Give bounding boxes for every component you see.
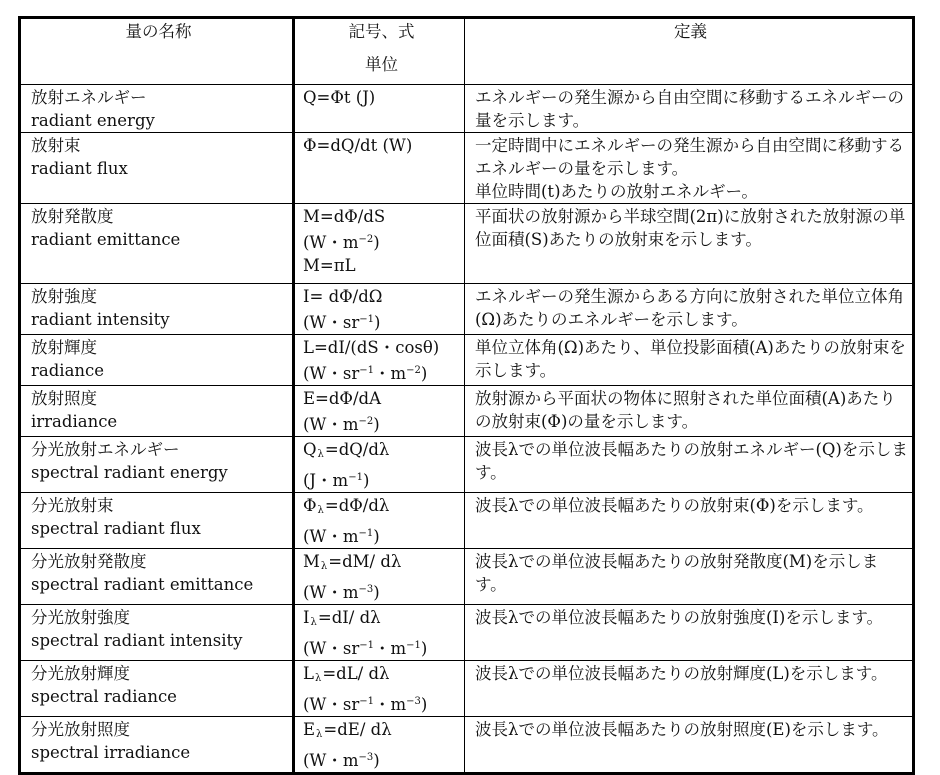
quantity-name-en: spectral radiance xyxy=(31,687,177,706)
quantity-name-en: radiant intensity xyxy=(31,310,170,329)
symbol-unit: (W・$sr^{-1}$・$m^{-2}$) xyxy=(303,364,428,383)
quantity-name-ja: 分光放射強度 xyxy=(31,608,130,627)
definition-cell: 波長λでの単位波長幅あたりの放射照度(E)を示します。 xyxy=(465,717,914,774)
table-row xyxy=(20,605,914,661)
quantity-name-en: radiant emittance xyxy=(31,230,181,249)
quantity-name-ja: 放射発散度 xyxy=(31,207,114,226)
symbol-cell xyxy=(294,437,465,493)
symbol-unit: (W・$m^{-2}$) xyxy=(303,415,380,434)
table-row xyxy=(20,717,914,774)
quantity-name-en: spectral radiant energy xyxy=(31,463,228,482)
symbol-cell xyxy=(294,133,465,204)
symbol-cell xyxy=(294,335,465,386)
quantity-name-cell xyxy=(20,605,294,661)
quantity-name-ja: 分光放射束 xyxy=(31,496,114,515)
symbol-cell xyxy=(294,549,465,605)
quantity-name-ja: 分光放射照度 xyxy=(31,720,130,739)
definition-cell: エネルギーの発生源から自由空間に移動するエネルギーの量を示します。 xyxy=(465,85,914,133)
symbol-formula: $I_\lambda=dI/$ dλ xyxy=(303,608,381,628)
quantity-name-ja: 放射エネルギー xyxy=(31,88,147,107)
definition-cell: 波長λでの単位波長幅あたりの放射束(Φ)を示します。 xyxy=(465,493,914,549)
symbol-unit: (W・$sr^{-1}$・$m^{-1}$) xyxy=(303,639,428,658)
definition-cell: 平面状の放射源から半球空間(2π)に放射された放射源の単位面積(S)あたりの放射束を示します。 xyxy=(465,204,914,284)
table-row xyxy=(20,133,914,204)
quantity-name-cell xyxy=(20,204,294,284)
radiometric-quantities-table xyxy=(18,16,915,775)
header-symbol-formula: 記号、式 xyxy=(348,22,415,41)
quantity-name-ja: 放射輝度 xyxy=(31,338,97,357)
quantity-name-en: spectral irradiance xyxy=(31,743,191,762)
definition-cell: 波長λでの単位波長幅あたりの放射強度(I)を示します。 xyxy=(465,605,914,661)
quantity-name-en: irradiance xyxy=(31,412,118,431)
quantity-name-en: radiant energy xyxy=(31,111,155,130)
symbol-cell xyxy=(294,661,465,717)
quantity-name-ja: 分光放射エネルギー xyxy=(31,440,180,459)
table-row xyxy=(20,437,914,493)
quantity-name-ja: 放射強度 xyxy=(31,287,97,306)
header-unit: 単位 xyxy=(365,55,398,74)
definition-cell: 波長λでの単位波長幅あたりの放射エネルギー(Q)を示します。 xyxy=(465,437,914,493)
symbol-formula: $M_\lambda=dM/$ dλ xyxy=(303,552,402,572)
definition-cell: 一定時間中にエネルギーの発生源から自由空間に移動するエネルギーの量を示します。 単位時間(t)あたりの放射エネルギー。 xyxy=(465,133,914,204)
symbol-formula: L=dI/(dS・cosθ) xyxy=(303,338,440,357)
quantity-name-ja: 放射束 xyxy=(31,136,81,155)
quantity-name-en: radiant flux xyxy=(31,159,128,178)
symbol-unit: (W・$sr^{-1}$・$m^{-3}$) xyxy=(303,695,428,714)
definition-cell: 波長λでの単位波長幅あたりの放射輝度(L)を示します。 xyxy=(465,661,914,717)
table-row xyxy=(20,493,914,549)
header-definition: 定義 xyxy=(465,18,914,85)
quantity-name-en: spectral radiant intensity xyxy=(31,631,243,650)
symbol-unit: (W・$m^{-2}$) xyxy=(303,233,380,252)
definition-cell: 波長λでの単位波長幅あたりの放射発散度(M)を示します。 xyxy=(465,549,914,605)
table-row xyxy=(20,284,914,335)
symbol-cell xyxy=(294,605,465,661)
symbol-unit: (W・$sr^{-1}$) xyxy=(303,313,381,332)
symbol-formula: E=dΦ/dA xyxy=(303,389,381,408)
quantity-name-en: radiance xyxy=(31,361,105,380)
symbol-formula: $E_\lambda=dE/$ dλ xyxy=(303,720,392,740)
table-row xyxy=(20,386,914,437)
quantity-name-cell xyxy=(20,335,294,386)
symbol-cell xyxy=(294,493,465,549)
table-row xyxy=(20,549,914,605)
header-quantity-name: 量の名称 xyxy=(20,18,294,85)
symbol-formula: I= dΦ/dΩ xyxy=(303,287,383,306)
quantity-name-cell xyxy=(20,717,294,774)
symbol-unit: (W・$m^{-3}$) xyxy=(303,583,380,602)
definition-cell: エネルギーの発生源からある方向に放射された単位立体角(Ω)あたりのエネルギーを示します。 xyxy=(465,284,914,335)
symbol-cell xyxy=(294,204,465,284)
quantity-name-ja: 分光放射輝度 xyxy=(31,664,130,683)
quantity-name-cell xyxy=(20,493,294,549)
table-row xyxy=(20,85,914,133)
quantity-name-cell xyxy=(20,437,294,493)
quantity-name-en: spectral radiant emittance xyxy=(31,575,254,594)
symbol-formula-alt: M=πL xyxy=(303,256,356,275)
symbol-cell xyxy=(294,85,465,133)
symbol-unit: (W・$m^{-3}$) xyxy=(303,751,380,770)
quantity-name-cell xyxy=(20,133,294,204)
symbol-formula: M=dΦ/dS xyxy=(303,207,386,226)
table-row xyxy=(20,204,914,284)
definition-cell: 単位立体角(Ω)あたり、単位投影面積(A)あたりの放射束を示します。 xyxy=(465,335,914,386)
symbol-cell xyxy=(294,284,465,335)
quantity-name-cell xyxy=(20,85,294,133)
symbol-formula: $\Phi_\lambda=d\Phi/d\lambda$ xyxy=(303,496,390,516)
quantity-name-cell xyxy=(20,661,294,717)
symbol-unit: (J・$m^{-1}$) xyxy=(303,471,370,490)
quantity-name-cell xyxy=(20,549,294,605)
symbol-unit: (W・$m^{-1}$) xyxy=(303,527,380,546)
definition-cell: 放射源から平面状の物体に照射された単位面積(A)あたりの放射束(Φ)の量を示します。 xyxy=(465,386,914,437)
quantity-name-en: spectral radiant flux xyxy=(31,519,201,538)
symbol-formula: Φ=dQ/dt (W) xyxy=(303,136,413,155)
quantity-name-ja: 放射照度 xyxy=(31,389,97,408)
header-symbol-unit xyxy=(294,18,465,85)
quantity-name-ja: 分光放射発散度 xyxy=(31,552,147,571)
quantity-name-cell xyxy=(20,386,294,437)
symbol-formula: $L_\lambda=dL/$ dλ xyxy=(303,664,390,684)
table-row xyxy=(20,661,914,717)
quantity-name-cell xyxy=(20,284,294,335)
symbol-formula: $Q_\lambda=dQ/d\lambda$ xyxy=(303,440,390,460)
table-header-row xyxy=(20,18,914,85)
symbol-formula: Q=Φt (J) xyxy=(303,88,376,107)
symbol-cell xyxy=(294,717,465,774)
symbol-cell xyxy=(294,386,465,437)
table-row xyxy=(20,335,914,386)
